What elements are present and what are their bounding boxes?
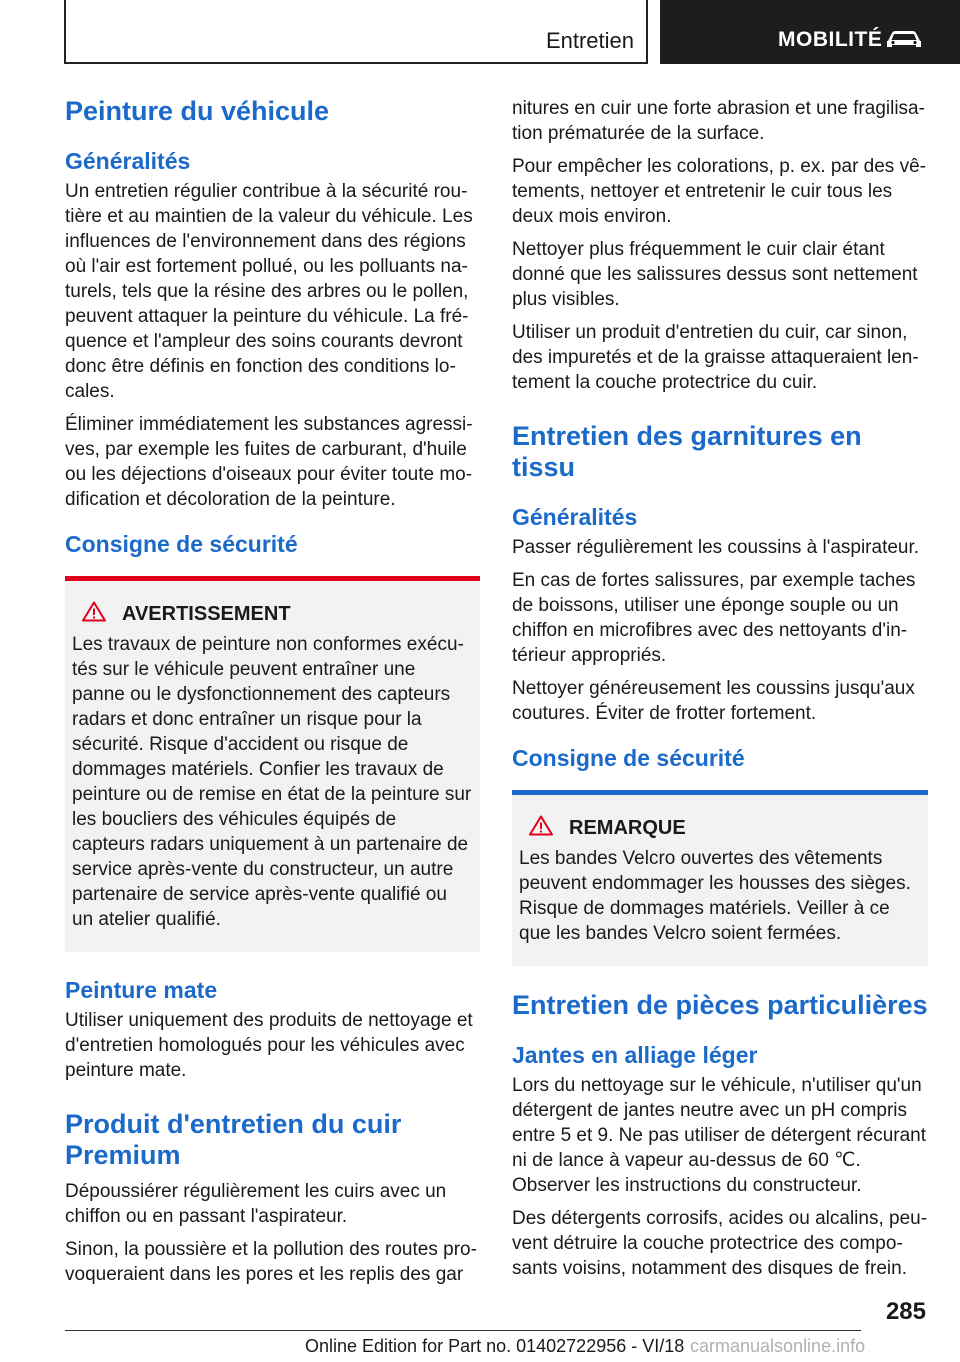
heading-general-paint: Généralités [65,148,191,174]
paragraph-fabric-2: En cas de fortes salissures, par exemple taches de boissons, utiliser une éponge souple ou un chiffon en microfibres avec des nettoyants d'intérieur appropriés. [512,570,916,666]
heading-general-fabric: Généralités [512,504,638,530]
paragraph-paint-2: Éliminer immédiatement les substances agressives, par exemple les fuites de carburant, d'huile ou les déjections d'oiseaux pour éviter toute modification et décoloration de la peinture. [65,414,473,510]
header-chapter-label: MOBILITÉ [778,28,883,51]
note-box [512,790,928,966]
heading-parts: Entretien de pièces particulières [512,990,928,1020]
paragraph-matte: Utiliser uniquement des produits de nettoyage et d'entretien homologués pour les véhicules avec peinture mate. [65,1010,473,1081]
warning-triangle-icon [519,815,569,842]
paragraph-leather-2: Sinon, la poussière et la pollution des routes provoqueraient dans les pores et les replis des gar [65,1239,477,1285]
paragraph-leather-5: Utiliser un produit d'entretien du cuir, car sinon, des impuretés et de la graisse attaqueraient lentement la couche protectrice du cuir. [512,322,919,393]
heading-safety-right: Consigne de sécurité [512,745,745,771]
note-title: REMARQUE [569,817,686,839]
car-icon [884,28,924,55]
header-section-tab [64,0,648,64]
heading-paint: Peinture du véhicule [65,96,330,126]
header-section-label: Entretien [545,28,634,53]
footer-divider [65,1330,861,1331]
paragraph-paint-1: Un entretien régulier contribue à la sécurité routière et au maintien de la valeur du véhicule. Les influences de l'environnement dans des régions où l'air est fortement pollué, ou les polluants naturels, tels que la résine des arbres ou le pollen, peuvent attaquer la peinture du véhicule. La fréquence et l'ampleur des soins courants devront donc être définis en fonction des conditions locales. [65,181,473,402]
paragraph-wheels-1: Lors du nettoyage sur le véhicule, n'utiliser qu'un détergent de jantes neutre avec un pH compris entre 5 et 9. Ne pas utiliser de détergent récurant ni de lance à vapeur au-dessus de 60 ℃. Observer les instructions du constructeur. [512,1075,927,1196]
paragraph-leather-3: Pour empêcher les colorations, p. ex. par des vêtements, nettoyer et entretenir le cuir tous les deux mois environ. [512,156,926,227]
warning-text: Les travaux de peinture non conformes exécutés sur le véhicule peuvent entraîner une panne ou le dysfonctionnement des capteurs radars et donc entraîner un risque pour la sécurité. Risque d'accident ou risque de dommages matériels. Confier les travaux de peinture ou de remise en état de la peinture sur les boucliers des véhicules équipés de capteurs radars uniquement à un partenaire de service après-vente du constructeur, un autre partenaire de service après-vente qualifié ou un atelier qualifié. [72,634,472,930]
header-chapter-tab [660,0,960,64]
warning-triangle-icon [72,601,122,628]
heading-matte: Peinture mate [65,977,218,1003]
paragraph-leather-4: Nettoyer plus fréquemment le cuir clair étant donné que les salissures dessus sont nettement plus visibles. [512,239,918,310]
heading-wheels: Jantes en alliage léger [512,1042,758,1068]
heading-safety-left: Consigne de sécurité [65,531,298,557]
paragraph-fabric-1: Passer régulièrement les coussins à l'aspirateur. [512,537,920,558]
warning-box [65,576,480,952]
paragraph-leather-continued: nitures en cuir une forte abrasion et une fragilisation prématurée de la surface. [512,98,925,144]
heading-fabric: Entretien des garnitures en tissu [512,421,862,482]
note-text: Les bandes Velcro ouvertes des vêtements peuvent endommager les housses des sièges. Risque de dommages matériels. Veiller à ce que les bandes Velcro soient fermées. [519,848,911,944]
right-column [512,96,928,1289]
paragraph-wheels-2: Des détergents corrosifs, acides ou alcalins, peuvent détruire la couche protectrice des composants voisins, notamment des disques de frein. [512,1208,928,1279]
paragraph-leather-1: Dépoussiérer régulièrement les cuirs avec un chiffon ou en passant l'aspirateur. [65,1181,447,1227]
warning-title: AVERTISSEMENT [122,603,291,625]
left-column [65,96,480,1295]
edition-text: Online Edition for Part no. 01402722956 - VI/18 [305,1336,685,1356]
page-number: 285 [885,1298,926,1325]
paragraph-fabric-3: Nettoyer généreusement les coussins jusqu'aux coutures. Éviter de frotter fortement. [512,678,915,724]
watermark-text: carmanualsonline.info [690,1336,866,1356]
heading-leather: Produit d'entretien du cuir Premium [65,1109,402,1170]
